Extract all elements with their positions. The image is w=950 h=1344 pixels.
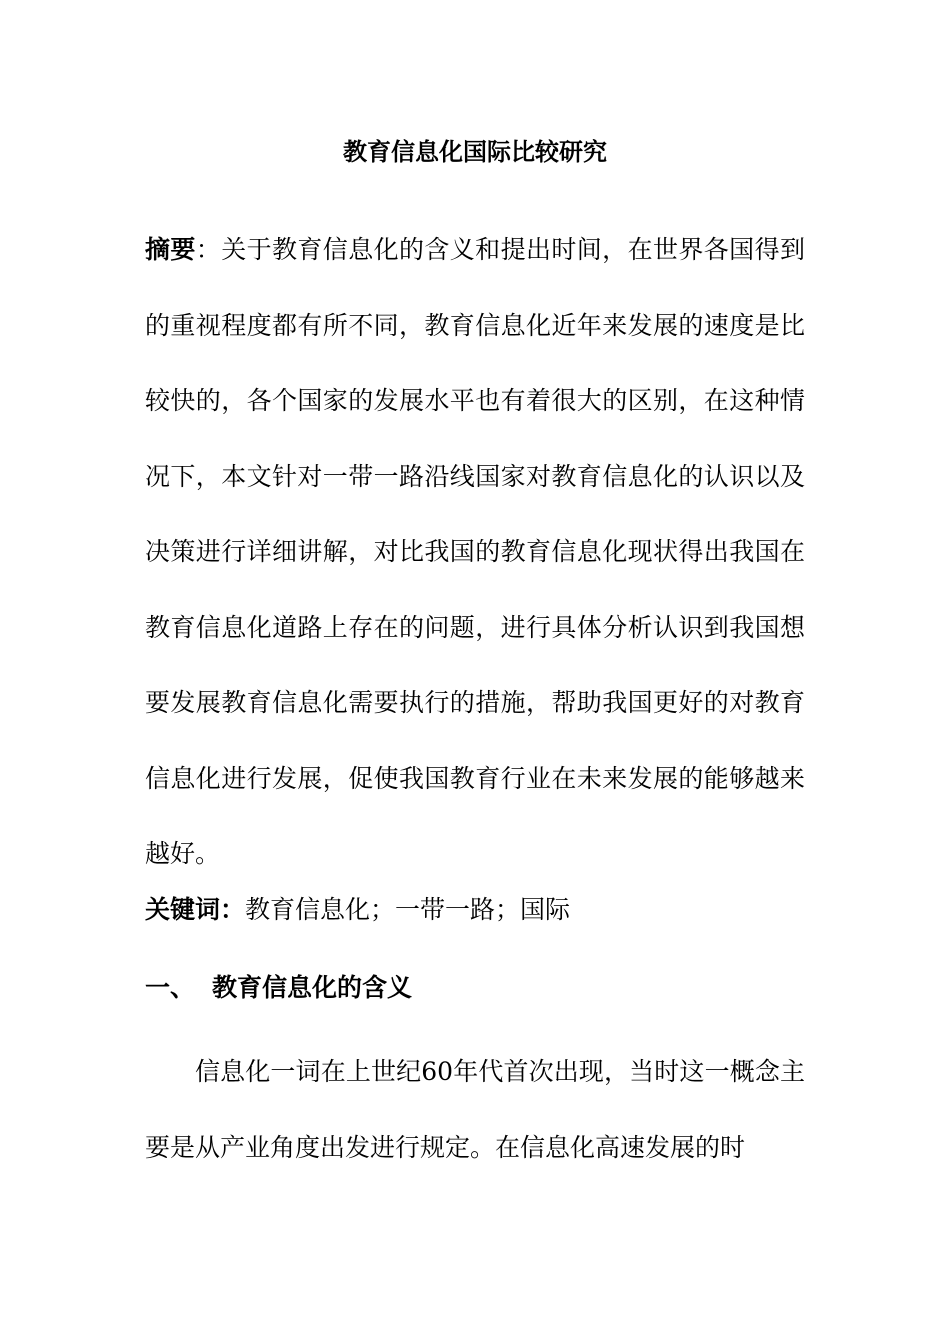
keywords-text: 教育信息化；一带一路；国际: [245, 895, 571, 924]
keywords-label: 关键词：: [145, 895, 246, 924]
section-title: 教育信息化的含义: [212, 973, 413, 1002]
abstract-colon: ：: [195, 235, 222, 264]
body-paragraph: 信息化一词在上世纪60年代首次出现，当时这一概念主要是从产业角度出发进行规定。在信息化高速发展的时: [145, 1057, 805, 1162]
section-heading: [145, 968, 805, 1008]
abstract-label: 摘要: [145, 235, 196, 264]
section-number: 一、: [145, 973, 196, 1002]
abstract-paragraph: [145, 212, 805, 892]
keywords-line: [145, 890, 805, 930]
document-title: 教育信息化国际比较研究: [343, 138, 607, 166]
abstract-text: 关于教育信息化的含义和提出时间，在世界各国得到的重视程度都有所不同，教育信息化近年来发展的速度是比较快的，各个国家的发展水平也有着很大的区别，在这种情况下，本文针对一带一路沿线国家对教育信息化的认识以及决策进行详细讲解，对比我国的教育信息化现状得出我国在教育信息化道路上存在的问题，进行具体分析认识到我国想要发展教育信息化需要执行的措施，帮助我国更好的对教育信息化进行发展，促使我国教育行业在未来发展的能够越来越好。: [145, 235, 805, 868]
